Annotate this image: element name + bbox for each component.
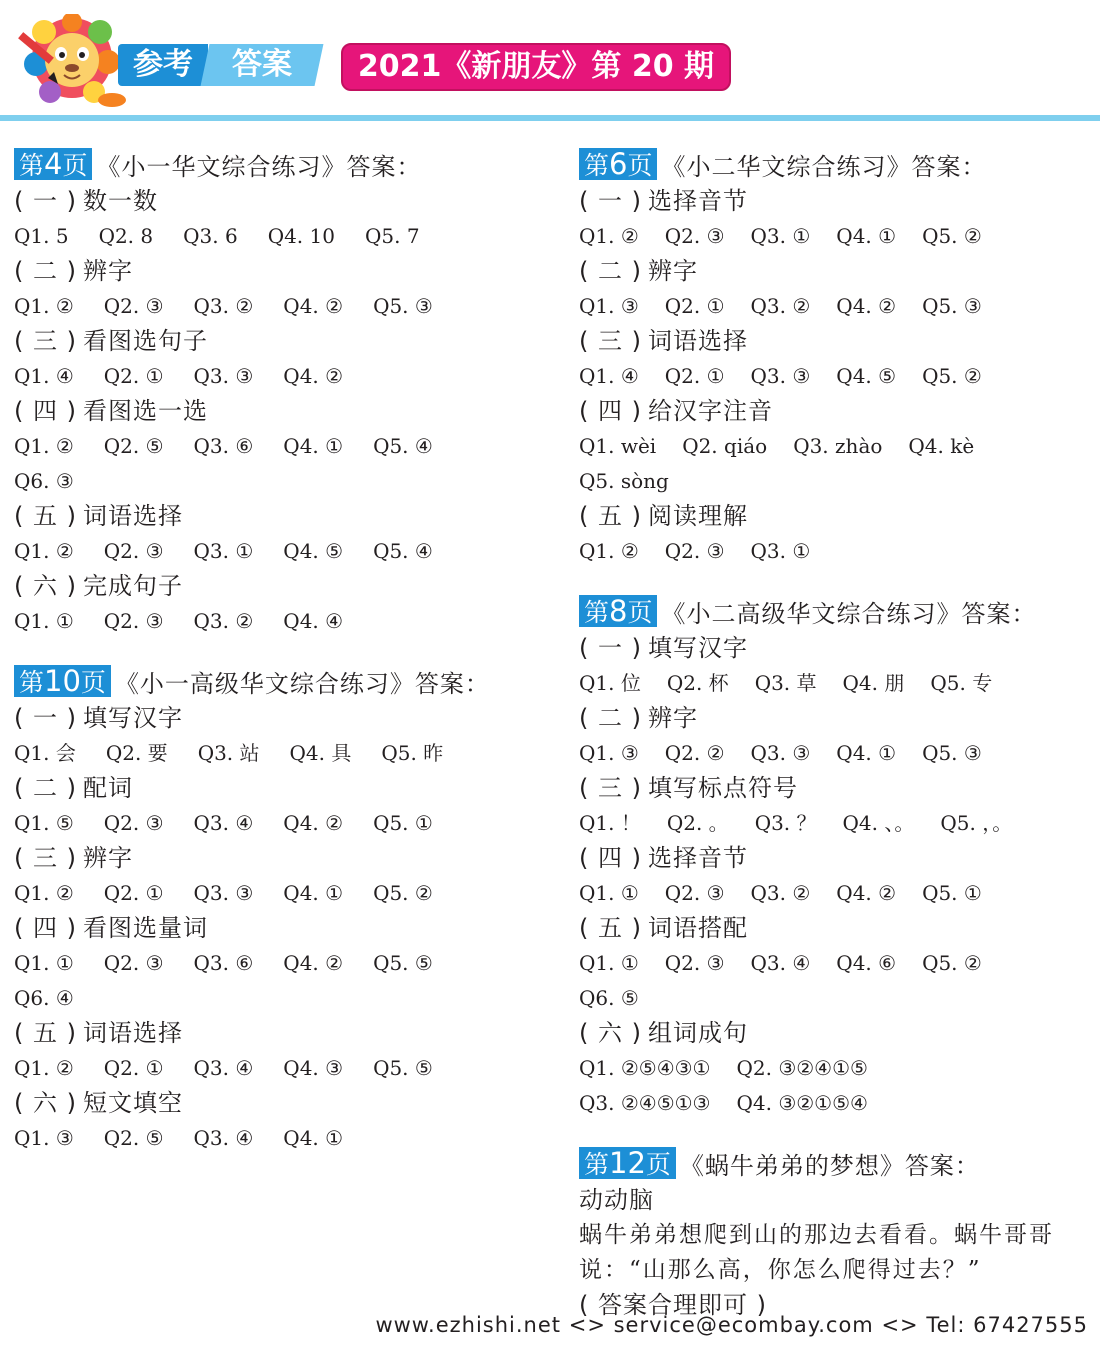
answer-item: Q2. ① — [664, 364, 725, 388]
part-number: ( 五 ) — [579, 914, 642, 942]
answer-row — [579, 359, 1094, 394]
answer-item: Q5. ③ — [922, 741, 982, 765]
section-title: 《小二华文综合练习》答案： — [661, 152, 987, 181]
part-number: ( 四 ) — [14, 914, 77, 942]
page-suffix: 页 — [645, 1150, 671, 1179]
part-number: ( 三 ) — [14, 327, 77, 355]
answer-row — [14, 219, 554, 254]
answer-row — [579, 534, 1094, 569]
answer-item: Q1. ① — [579, 881, 639, 905]
answer-item: Q3. ③ — [193, 364, 254, 388]
answer-item: Q4. 10 — [267, 224, 335, 248]
answer-item: Q2. ③ — [103, 609, 164, 633]
section-header — [579, 144, 1094, 184]
answer-item: Q4. 、。 — [842, 811, 915, 835]
footer-telephone: Tel: 67427555 — [926, 1313, 1088, 1337]
section-title: 《蜗牛弟弟的梦想》答案： — [679, 1151, 980, 1180]
page-number: 8 — [609, 594, 628, 628]
part-heading — [579, 254, 1094, 289]
reference-tag: 参考 — [118, 44, 208, 86]
answer-item: Q1. ②⑤④③① — [579, 1056, 711, 1080]
answer-item: Q1. 5 — [14, 224, 69, 248]
answer-item: Q4. ⑤ — [283, 539, 344, 563]
part-heading — [14, 184, 554, 219]
page-suffix: 页 — [62, 151, 88, 180]
part-heading — [579, 324, 1094, 359]
answer-item: Q1. ！ — [579, 811, 641, 835]
part-heading — [14, 771, 554, 806]
part-name: 词语搭配 — [647, 914, 748, 942]
answer-item: Q3. ① — [750, 539, 811, 563]
answer-row — [579, 666, 1094, 701]
answer-item: Q3. ① — [750, 224, 811, 248]
footer-contact — [375, 1313, 1088, 1337]
section-header — [14, 661, 554, 701]
answer-item: Q1. ② — [14, 539, 74, 563]
part-heading — [14, 394, 554, 429]
answer-row — [579, 736, 1094, 771]
part-heading — [579, 394, 1094, 429]
page-suffix: 页 — [80, 668, 106, 697]
part-name: 完成句子 — [82, 572, 183, 600]
answer-item: Q2. ③ — [103, 811, 164, 835]
part-number: ( 一 ) — [14, 187, 77, 215]
answer-item: Q4. ② — [283, 951, 344, 975]
answer-item: Q2. ③ — [664, 224, 725, 248]
answer-item: Q2. 。 — [666, 811, 729, 835]
part-heading — [14, 324, 554, 359]
answer-row — [14, 981, 554, 1016]
answer-item: Q4. ④ — [283, 609, 344, 633]
answer-row — [14, 806, 554, 841]
lion-mascot-icon — [14, 14, 130, 110]
answer-item: Q1. ② — [14, 294, 74, 318]
section-gap — [579, 569, 1094, 587]
answer-item: Q2. ① — [664, 294, 725, 318]
answer-item: Q6. ③ — [14, 469, 74, 493]
part-heading — [14, 841, 554, 876]
answer-item: Q1. ① — [14, 609, 74, 633]
answer-item: Q2. 杯 — [666, 671, 729, 695]
answer-item: Q2. ③②④①⑤ — [736, 1056, 868, 1080]
part-name: 短文填空 — [82, 1089, 183, 1117]
part-number: ( 三 ) — [14, 844, 77, 872]
section-gap — [14, 639, 554, 657]
answer-item: Q4. 具 — [289, 741, 352, 765]
answer-item: Q1. 会 — [14, 741, 76, 765]
answer-item: Q5. ④ — [373, 434, 433, 458]
part-name: 配词 — [82, 774, 133, 802]
part-number: ( 二 ) — [14, 774, 77, 802]
part-name: 填写汉字 — [82, 704, 183, 732]
answer-item: Q2. ① — [103, 364, 164, 388]
page-prefix: 第 — [584, 1150, 610, 1179]
part-name: 词语选择 — [82, 502, 183, 530]
answer-item: Q5. 专 — [930, 671, 993, 695]
answer-row — [14, 946, 554, 981]
answer-row — [579, 289, 1094, 324]
answer-item: Q1. ① — [579, 951, 639, 975]
part-number: ( 三 ) — [579, 774, 642, 802]
answer-row — [14, 534, 554, 569]
answer-item: Q2. ③ — [664, 539, 725, 563]
answer-item: Q2. ③ — [103, 951, 164, 975]
footer-separator: <> — [881, 1313, 919, 1337]
part-number: ( 五 ) — [14, 502, 77, 530]
page-number: 12 — [609, 1146, 646, 1180]
page-number: 6 — [609, 147, 628, 181]
answer-item: Q2. ③ — [664, 881, 725, 905]
answer-item: Q5. ① — [922, 881, 982, 905]
part-number: ( 一 ) — [14, 704, 77, 732]
answer-item: Q3. ？ — [754, 811, 817, 835]
section-header — [14, 144, 554, 184]
answer-item: Q3. 草 — [754, 671, 817, 695]
answer-tag-label: 答案 — [232, 47, 292, 82]
answer-row — [579, 876, 1094, 911]
part-heading — [579, 184, 1094, 219]
part-number: ( 二 ) — [579, 704, 642, 732]
answer-item: Q4. ② — [836, 294, 897, 318]
answer-item: Q1. ③ — [579, 741, 639, 765]
header — [0, 0, 1100, 122]
section-gap — [579, 1121, 1094, 1139]
page-number-badge — [14, 665, 111, 697]
part-number: ( 五 ) — [14, 1019, 77, 1047]
page-number-badge — [579, 1147, 676, 1179]
answer-item: Q4. ⑤ — [836, 364, 897, 388]
part-heading — [579, 841, 1094, 876]
answer-item: Q3. 站 — [197, 741, 260, 765]
answer-item: Q5. ② — [922, 951, 982, 975]
answer-note: ( 答案合理即可 ) — [579, 1291, 767, 1319]
part-number: ( 四 ) — [14, 397, 77, 425]
part-number: ( 二 ) — [579, 257, 642, 285]
part-name: 数一数 — [82, 187, 158, 215]
answer-item: Q1. ② — [14, 881, 74, 905]
answer-item: Q2. ② — [664, 741, 725, 765]
part-number: ( 六 ) — [579, 1019, 642, 1047]
answer-row — [14, 1051, 554, 1086]
answer-row — [579, 806, 1094, 841]
answer-item: Q5. ① — [373, 811, 433, 835]
footer-website[interactable]: www.ezhishi.net — [375, 1313, 562, 1337]
part-name: 填写汉字 — [647, 634, 748, 662]
part-heading: 动动脑 — [579, 1186, 654, 1214]
answer-item: Q1. ④ — [14, 364, 74, 388]
issue-title: 2021《新朋友》第 20 期 — [341, 43, 731, 91]
answer-item: Q3. ②④⑤①③ — [579, 1091, 711, 1115]
answer-item: Q4. 朋 — [842, 671, 905, 695]
answer-item: Q3. ② — [750, 294, 811, 318]
part-name: 辨字 — [82, 257, 133, 285]
part-name: 看图选一选 — [82, 397, 208, 425]
answer-item: Q1. ② — [579, 539, 639, 563]
answer-item: Q6. ④ — [14, 986, 74, 1010]
section-title: 《小一高级华文综合练习》答案： — [114, 669, 490, 698]
answer-item: Q3. 6 — [183, 224, 238, 248]
part-name: 词语选择 — [647, 327, 748, 355]
right-column — [579, 140, 1094, 1323]
part-name: 选择音节 — [647, 187, 748, 215]
part-name: 词语选择 — [82, 1019, 183, 1047]
part-number: ( 一 ) — [579, 634, 642, 662]
answer-item: Q1. ② — [14, 1056, 74, 1080]
answer-row — [579, 219, 1094, 254]
answer-item: Q2. qiáo — [682, 434, 768, 458]
answer-item: Q5. 7 — [364, 224, 420, 248]
answer-item: Q5. ③ — [373, 294, 433, 318]
part-name: 辨字 — [647, 704, 698, 732]
answer-row — [579, 1086, 1094, 1121]
answer-item: Q1. 位 — [579, 671, 641, 695]
answer-item: Q3. ④ — [750, 951, 811, 975]
answer-item: Q1. ② — [579, 224, 639, 248]
part-number: ( 六 ) — [14, 572, 77, 600]
part-heading — [579, 631, 1094, 666]
answer-item: Q5. ② — [373, 881, 433, 905]
answer-item: Q3. ② — [193, 609, 254, 633]
page-number: 10 — [44, 664, 81, 698]
answer-item: Q3. ⑥ — [193, 434, 254, 458]
part-name: 填写标点符号 — [647, 774, 798, 802]
part-heading — [14, 254, 554, 289]
section-header — [579, 591, 1094, 631]
part-heading — [579, 1016, 1094, 1051]
answer-row — [579, 1051, 1094, 1086]
answer-item: Q4. ① — [283, 881, 344, 905]
answer-item: Q3. ① — [193, 539, 254, 563]
part-heading — [14, 701, 554, 736]
part-heading — [14, 1016, 554, 1051]
section-title: 《小一华文综合练习》答案： — [96, 152, 422, 181]
answer-row — [579, 429, 1094, 464]
part-heading — [579, 911, 1094, 946]
answer-item: Q3. zhào — [793, 434, 883, 458]
answer-item: Q4. ③ — [283, 1056, 344, 1080]
answer-row — [14, 464, 554, 499]
answer-item: Q3. ③ — [750, 741, 811, 765]
part-number: ( 五 ) — [579, 502, 642, 530]
part-number: ( 三 ) — [579, 327, 642, 355]
answer-row — [579, 946, 1094, 981]
part-number: ( 四 ) — [579, 397, 642, 425]
answer-item: Q5. ⑤ — [373, 951, 433, 975]
answer-item: Q4. ② — [283, 294, 344, 318]
page-number-badge — [579, 595, 657, 627]
answer-item: Q5. ② — [922, 224, 982, 248]
part-name: 看图选量词 — [82, 914, 208, 942]
part-heading — [14, 569, 554, 604]
page-prefix: 第 — [584, 598, 610, 627]
answer-item: Q4. ① — [836, 224, 897, 248]
part-heading — [579, 701, 1094, 736]
page-suffix: 页 — [627, 598, 653, 627]
answer-item: Q1. ③ — [579, 294, 639, 318]
answer-item: Q2. 要 — [105, 741, 168, 765]
answer-item: Q4. ⑥ — [836, 951, 897, 975]
answer-item: Q2. ⑤ — [103, 434, 164, 458]
answer-item: Q5. ，。 — [940, 811, 1013, 835]
answer-item: Q1. ① — [14, 951, 74, 975]
answer-item: Q2. ① — [103, 1056, 164, 1080]
answer-item: Q4. ② — [283, 364, 344, 388]
answer-row — [579, 981, 1094, 1016]
part-name: 给汉字注音 — [647, 397, 773, 425]
part-number: ( 一 ) — [579, 187, 642, 215]
part-name: 组词成句 — [647, 1019, 748, 1047]
answer-item: Q1. wèi — [579, 434, 657, 458]
answer-item: Q2. ① — [103, 881, 164, 905]
left-column — [14, 140, 554, 1156]
page-number: 4 — [44, 147, 63, 181]
answer-row — [14, 604, 554, 639]
part-name: 辨字 — [647, 257, 698, 285]
page-number-badge — [14, 148, 92, 180]
answer-item: Q4. ① — [283, 434, 344, 458]
answer-item: Q3. ② — [750, 881, 811, 905]
answer-row — [14, 289, 554, 324]
part-heading — [14, 911, 554, 946]
answer-row — [14, 359, 554, 394]
answer-item: Q5. 昨 — [381, 741, 444, 765]
answer-item: Q1. ③ — [14, 1126, 74, 1150]
answer-item: Q4. ② — [283, 811, 344, 835]
part-heading — [579, 771, 1094, 806]
part-heading — [579, 499, 1094, 534]
answer-row — [14, 429, 554, 464]
answer-item: Q3. ⑥ — [193, 951, 254, 975]
part-number: ( 二 ) — [14, 257, 77, 285]
answer-item: Q5. sòng — [579, 469, 669, 493]
answer-item: Q5. ⑤ — [373, 1056, 433, 1080]
answer-item: Q3. ③ — [750, 364, 811, 388]
answer-item: Q4. ① — [283, 1126, 344, 1150]
answer-item: Q3. ③ — [193, 881, 254, 905]
answer-item: Q3. ④ — [193, 1056, 254, 1080]
answer-item: Q4. ① — [836, 741, 897, 765]
answer-item: Q2. ⑤ — [103, 1126, 164, 1150]
answer-item: Q2. ③ — [664, 951, 725, 975]
header-divider — [0, 115, 1100, 121]
part-number: ( 六 ) — [14, 1089, 77, 1117]
answer-item: Q1. ④ — [579, 364, 639, 388]
answer-item: Q5. ③ — [922, 294, 982, 318]
page-prefix: 第 — [584, 151, 610, 180]
answer-item: Q3. ④ — [193, 811, 254, 835]
answer-item: Q1. ② — [14, 434, 74, 458]
section-header — [579, 1143, 1094, 1183]
answer-item: Q2. ③ — [103, 539, 164, 563]
answer-row — [14, 876, 554, 911]
answer-row — [14, 1121, 554, 1156]
page-suffix: 页 — [627, 151, 653, 180]
page-prefix: 第 — [19, 668, 45, 697]
answer-row — [579, 464, 1094, 499]
footer-email[interactable]: service@ecombay.com — [613, 1313, 874, 1337]
answer-tag — [201, 44, 324, 86]
answer-row — [14, 736, 554, 771]
answer-item: Q3. ② — [193, 294, 254, 318]
answer-item: Q3. ④ — [193, 1126, 254, 1150]
answer-item: Q2. 8 — [98, 224, 154, 248]
answer-paragraph: 蜗牛弟弟想爬到山的那边去看看。蜗牛哥哥说：“山那么高，你怎么爬得过去？” — [579, 1222, 1054, 1283]
page-prefix: 第 — [19, 151, 45, 180]
answer-item: Q2. ③ — [103, 294, 164, 318]
answer-item: Q6. ⑤ — [579, 986, 639, 1010]
part-heading — [14, 499, 554, 534]
answer-item: Q4. ② — [836, 881, 897, 905]
answer-item: Q5. ④ — [373, 539, 433, 563]
answer-item: Q5. ② — [922, 364, 982, 388]
part-number: ( 四 ) — [579, 844, 642, 872]
footer-separator: <> — [568, 1313, 606, 1337]
part-name: 辨字 — [82, 844, 133, 872]
section-title: 《小二高级华文综合练习》答案： — [661, 599, 1037, 628]
part-heading — [14, 1086, 554, 1121]
part-name: 看图选句子 — [82, 327, 208, 355]
part-name: 阅读理解 — [647, 502, 748, 530]
part-name: 选择音节 — [647, 844, 748, 872]
answer-item: Q4. ③②①⑤④ — [736, 1091, 868, 1115]
page-number-badge — [579, 148, 657, 180]
answer-item: Q4. kè — [908, 434, 975, 458]
answer-item: Q1. ⑤ — [14, 811, 74, 835]
